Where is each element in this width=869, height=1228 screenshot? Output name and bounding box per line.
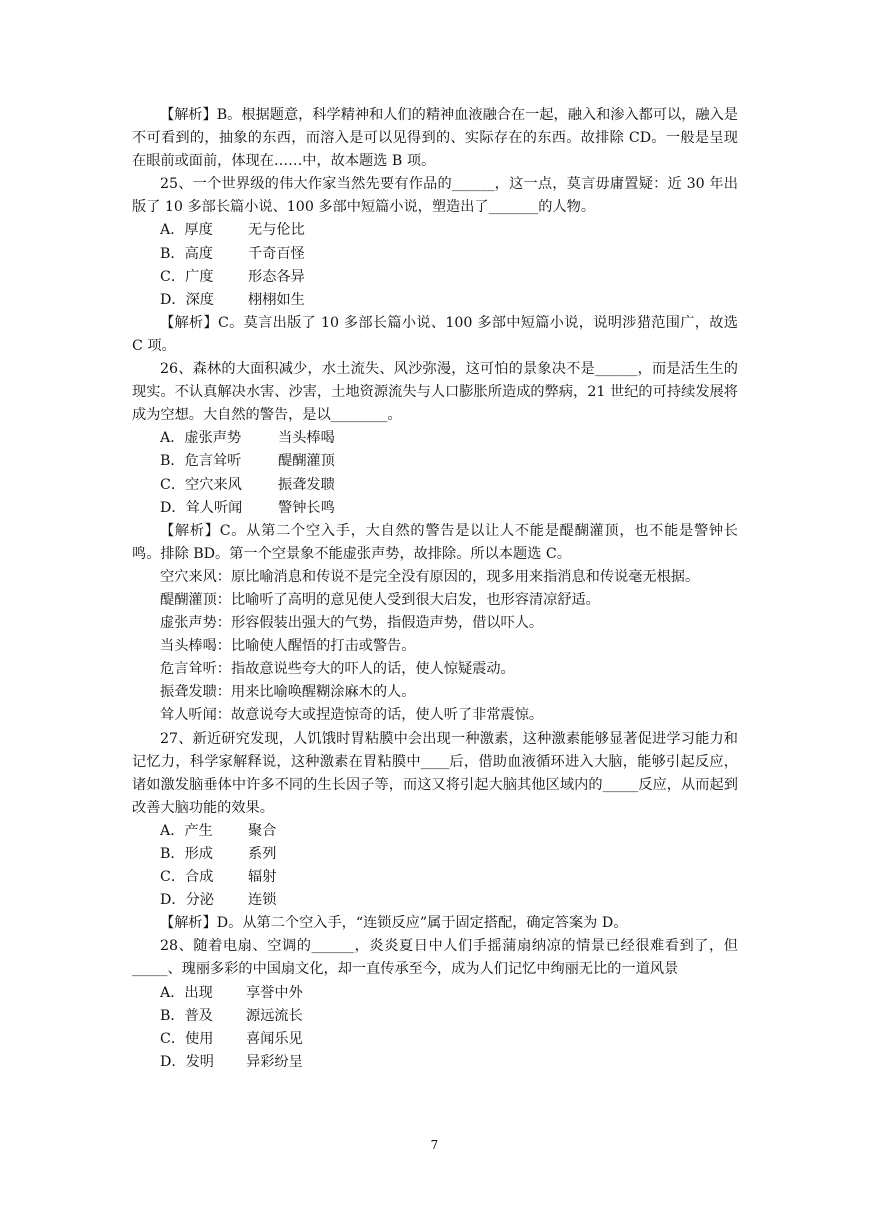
answer-option: [132, 474, 738, 497]
option-phrase: 享誉中外: [246, 984, 303, 1001]
option-phrase: 形态各异: [248, 268, 305, 285]
idiom-definition: 醍醐灌顶：比喻听了高明的意见使人受到很大启发，也形容清凉舒适。: [160, 591, 600, 608]
answer-option: [132, 866, 738, 889]
paragraph: 25、一个世界级的伟大作家当然先要有作品的______，这一点，莫言毋庸置疑：近 30 年出版了 10 多部长篇小说、100 多部中短篇小说，塑造出了_______的人物。: [132, 176, 738, 216]
paragraph: 26、森林的大面积减少，水土流失、风沙弥漫，这可怕的景象决不是______，而是活生生的现实。不认真解决水害、沙害，土地资源流失与人口膨胀所造成的弊病，21 世纪的可持续发展将成为空想。大自然的警告，是以________。: [132, 361, 738, 424]
answer-option: [132, 219, 738, 242]
option-choice: B．普及: [160, 1007, 213, 1024]
answer-option: [132, 266, 738, 289]
option-phrase: 聚合: [248, 822, 277, 839]
paragraph: 【解析】C。莫言出版了 10 多部长篇小说、100 多部中短篇小说，说明涉猎范围广，故选 C 项。: [132, 314, 738, 354]
answer-option: [132, 982, 738, 1005]
option-choice: A．出现: [160, 984, 213, 1001]
answer-option: [132, 450, 738, 473]
option-choice: C．合成: [160, 869, 214, 886]
answer-option: [132, 843, 738, 866]
paragraph: 【解析】D。从第二个空入手，“连锁反应”属于固定搭配，确定答案为 D。: [160, 915, 628, 932]
answer-option: [132, 1051, 738, 1074]
option-phrase: 栩栩如生: [248, 291, 305, 308]
option-phrase: 系列: [248, 846, 277, 862]
idiom-definition: 虚张声势：形容假装出强大的气势，指假造声势，借以吓人。: [160, 615, 544, 632]
answer-option: [132, 1028, 738, 1051]
option-phrase: 喜闻乐见: [246, 1030, 303, 1047]
page-number: 7: [430, 1138, 439, 1152]
paragraph: 【解析】C。从第二个空入手，大自然的警告是以让人不能是醍醐灌顶，也不能是警钟长鸣。排除 BD。第一个空景象不能虚张声势，故排除。所以本题选 C。: [132, 522, 738, 562]
option-choice: C．使用: [160, 1030, 214, 1047]
answer-option: [132, 243, 738, 266]
paragraph: 27、新近研究发现，人饥饿时胃粘膜中会出现一种激素，这种激素能够显著促进学习能力和记忆力，科学家解释说，这种激素在胃粘膜中____后，借助血液循环进入大脑，能够引起反应，诸如激发脑垂体中许多不同的生长因子等，而这又将引起大脑其他区域内的_____反应，从而起到改善大脑功能的效果。: [132, 730, 738, 816]
idiom-definition: 空穴来风：原比喻消息和传说不是完全没有原因的，现多用来指消息和传说毫无根据。: [160, 568, 700, 585]
option-phrase: 无与伦比: [248, 222, 305, 239]
option-phrase: 千奇百怪: [248, 245, 305, 262]
option-choice: A．厚度: [160, 222, 213, 239]
answer-option: [132, 497, 738, 520]
option-phrase: 连锁: [248, 892, 277, 909]
idiom-definition: 振聋发聩：用来比喻唤醒糊涂麻木的人。: [160, 684, 416, 701]
option-choice: D．耸人听闻: [160, 499, 243, 516]
option-choice: C．广度: [160, 268, 214, 285]
option-choice: A．产生: [160, 822, 213, 839]
page-body: [132, 104, 738, 1074]
option-phrase: 辐射: [248, 869, 277, 886]
option-phrase: 源远流长: [246, 1007, 303, 1024]
option-phrase: 当头棒喝: [278, 430, 335, 447]
option-phrase: 异彩纷呈: [246, 1053, 303, 1070]
option-choice: C．空穴来风: [160, 476, 242, 493]
option-choice: A．虚张声势: [160, 430, 242, 447]
option-choice: D．分泌: [160, 892, 214, 909]
answer-option: [132, 289, 738, 312]
option-choice: D．深度: [160, 291, 214, 308]
option-choice: D．发明: [160, 1053, 214, 1070]
option-choice: B．形成: [160, 846, 213, 862]
paragraph: 【解析】B。根据题意，科学精神和人们的精神血液融合在一起，融入和渗入都可以，融入是不可看到的，抽象的东西，而溶入是可以见得到的、实际存在的东西。故排除 CD。一般是呈现在眼前或面前，体现在……中，故本题选 B 项。: [132, 107, 738, 170]
answer-option: [132, 427, 738, 450]
idiom-definition: 当头棒喝：比喻使人醒悟的打击或警告。: [160, 638, 416, 655]
option-choice: B．高度: [160, 245, 213, 262]
paragraph: 28、随着电扇、空调的______，炎炎夏日中人们手摇蒲扇纳凉的情景已经很难看到了，但_____、瑰丽多彩的中国扇文化，却一直传承至今，成为人们记忆中绚丽无比的一道风景: [132, 938, 738, 978]
answer-option: [132, 889, 738, 912]
option-phrase: 振聋发聩: [278, 476, 335, 493]
option-phrase: 醍醐灌顶: [278, 453, 335, 470]
option-choice: B．危言耸听: [160, 453, 242, 470]
answer-option: [132, 820, 738, 843]
idiom-definition: 危言耸听：指故意说些夸大的吓人的话，使人惊疑震动。: [160, 661, 515, 678]
idiom-definition: 耸人听闻：故意说夸大或捏造惊奇的话，使人听了非常震惊。: [160, 707, 544, 724]
option-phrase: 警钟长鸣: [278, 499, 335, 516]
answer-option: [132, 1005, 738, 1028]
